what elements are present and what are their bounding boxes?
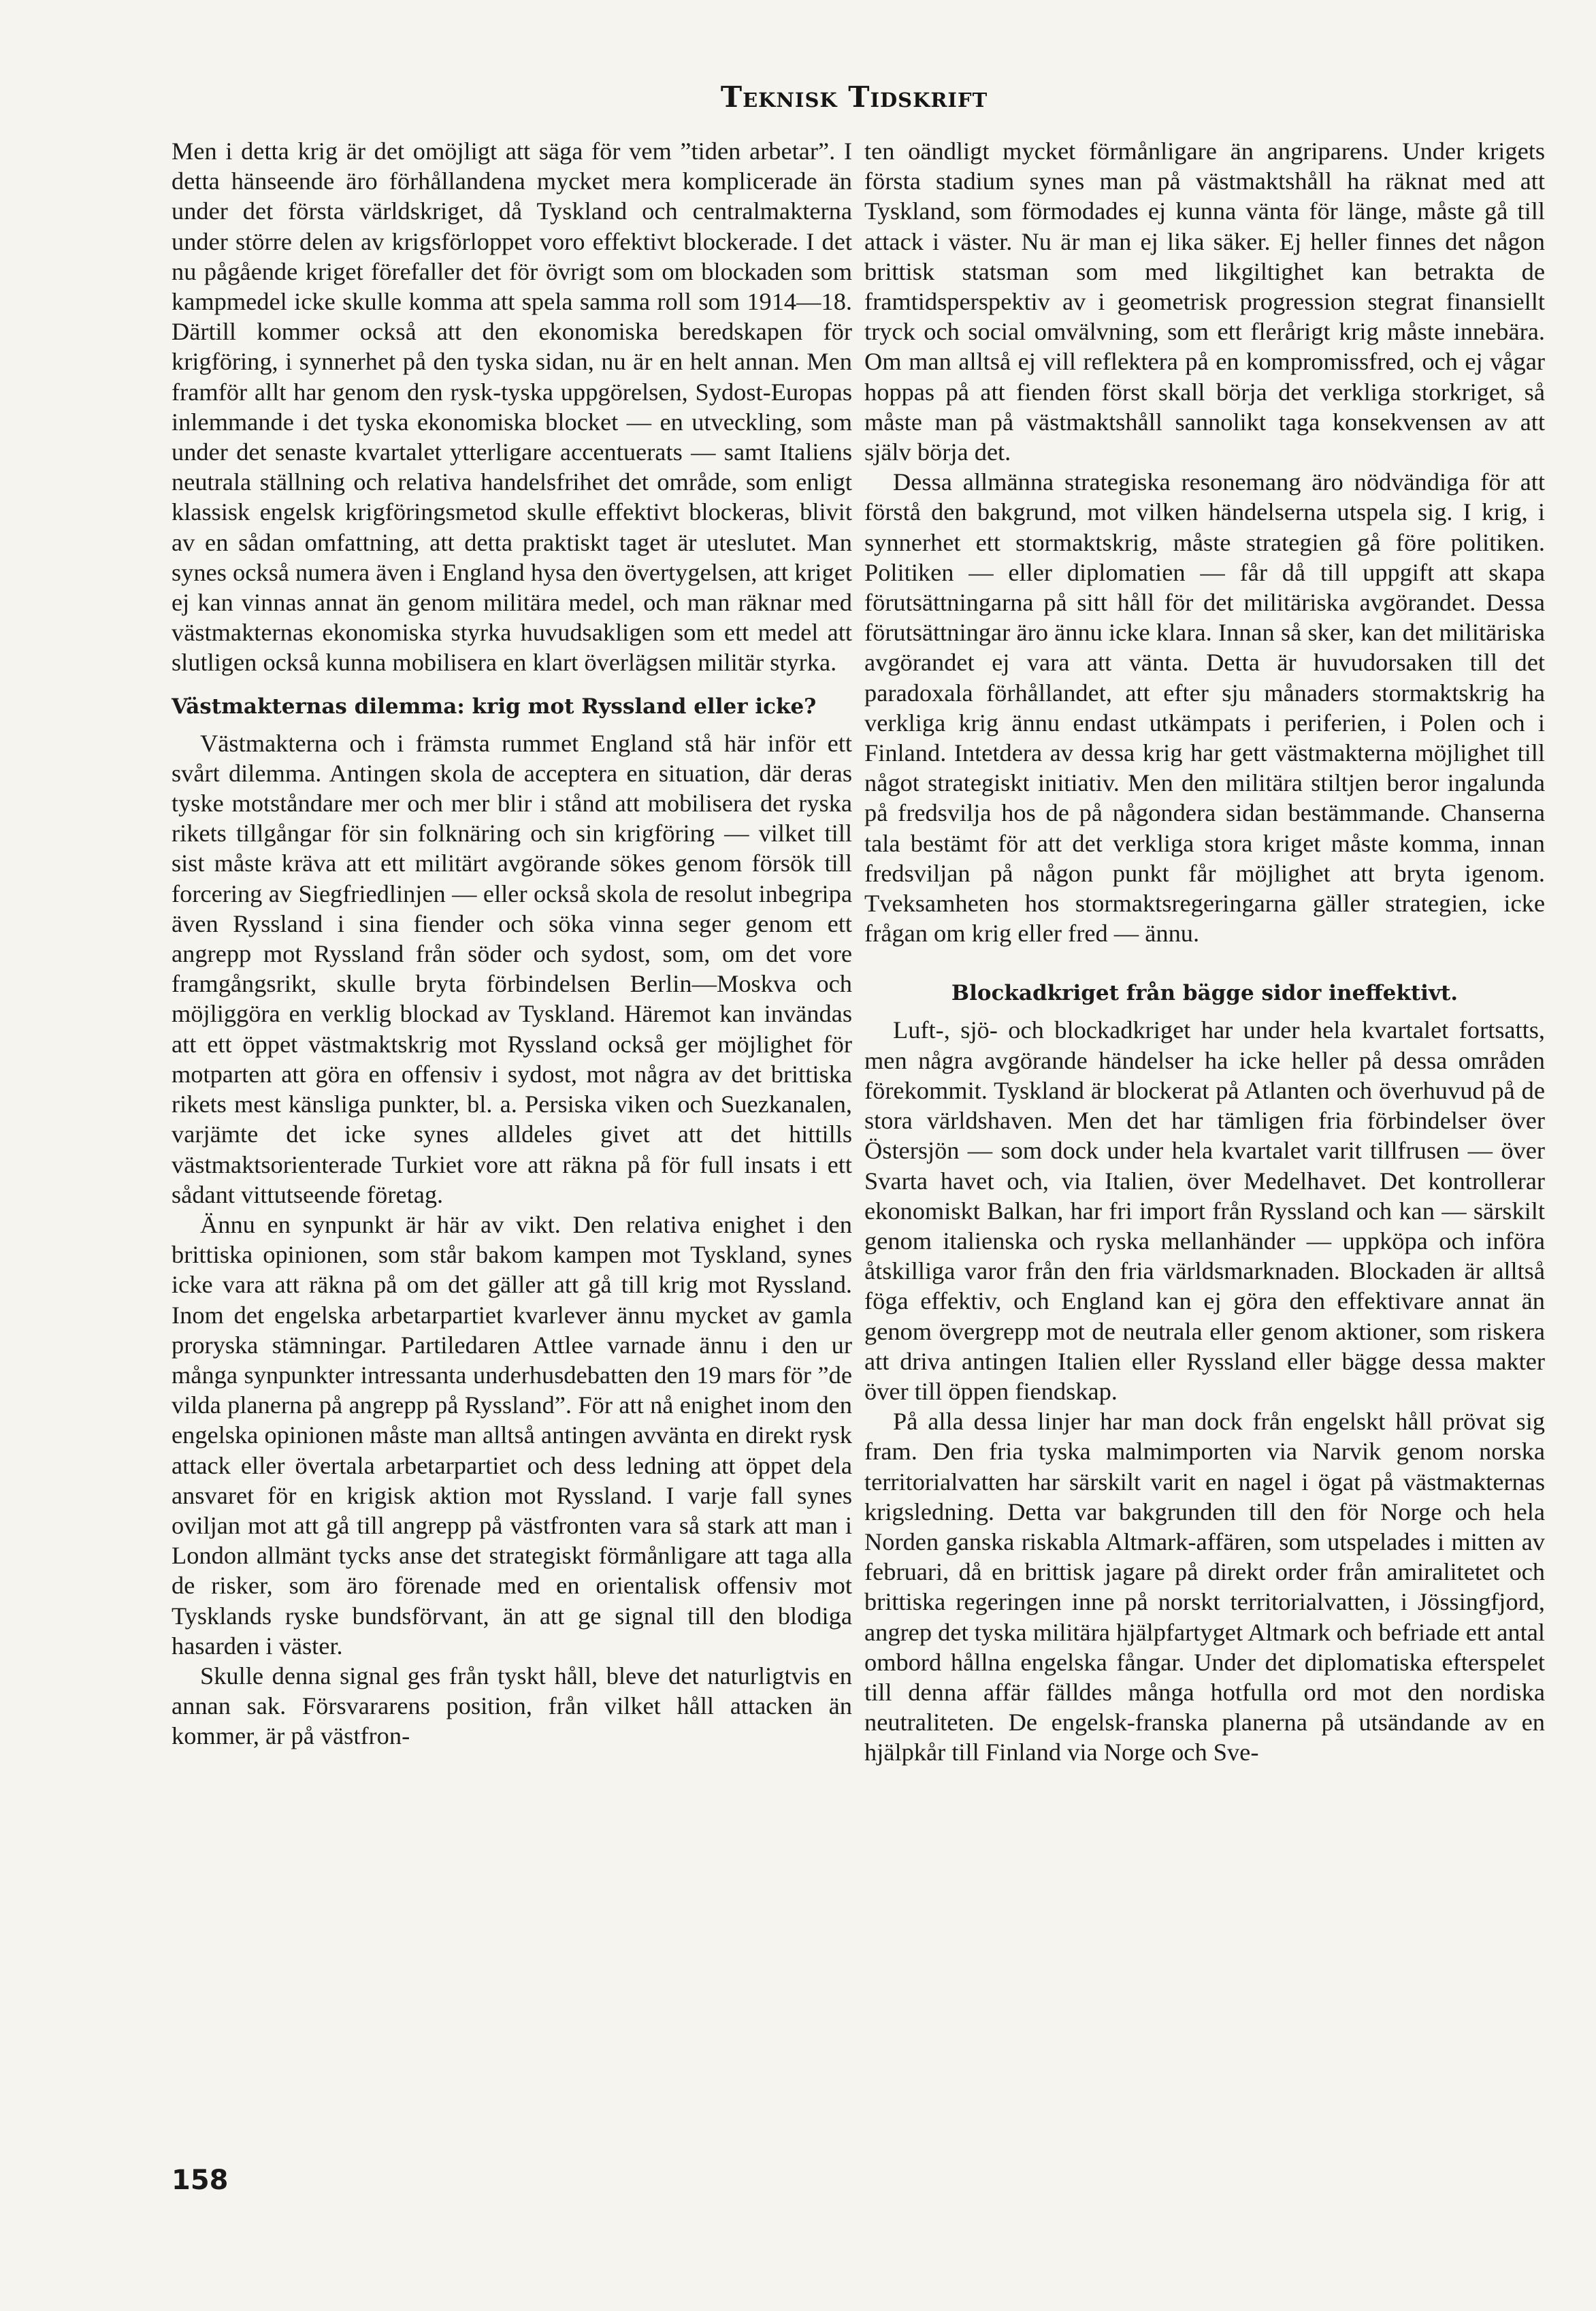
section-heading: Blockadkriget från bägge sidor ineffektivt. bbox=[951, 981, 1459, 1006]
page-number: 158 bbox=[172, 2165, 229, 2196]
paragraph: Skulle denna signal ges från tyskt håll, bleve det naturligtvis en annan sak. Försvararens position, från vilket håll attacken än kommer, är på västfron- bbox=[172, 1662, 852, 1750]
paragraph: Men i detta krig är det omöjligt att säga för vem ”tiden arbetar”. I detta hänseende äro förhållandena mycket mera komplicerade än under det första världskriget, då Tyskland och centralmakterna under större delen av krigsförloppet voro effektivt blockerade. I det nu pågående kriget förefaller det för övrigt som om blockaden som kampmedel icke skulle komma att spela samma roll som 1914—18. Därtill kommer också att den ekonomiska beredskapen för krigföring, i synnerhet på den tyska sidan, nu är en helt annan. Men framför allt har genom den rysk-tyska uppgörelsen, Sydost-Europas inlemmande i det tyska ekonomiska blocket — en utveckling, som under det senaste kvartalet ytterligare accentuerats — samt Italiens neutrala ställning och relativa handelsfrihet det område, som enligt klassisk engelsk krigföringsmetod skulle effektivt blockeras, blivit av en sådan omfattning, att detta praktiskt taget är uteslutet. Man synes också numera även i England hysa den övertygelsen, att kriget ej kan vinnas annat än genom militära medel, och man räknar med västmakternas ekonomiska styrka huvudsakligen som ett medel att slutligen också kunna mobilisera en klart överlägsen militär styrka. bbox=[172, 138, 852, 677]
section-heading: Västmakternas dilemma: krig mot Ryssland eller icke? bbox=[172, 694, 817, 719]
left-column bbox=[172, 136, 852, 1751]
paragraph: Dessa allmänna strategiska resonemang äro nödvändiga för att förstå den bakgrund, mot vilken händelserna utspela sig. I krig, i synnerhet ett stormaktskrig, måste strategien gå före politiken. Politiken — eller diplomatien — får då till uppgift att skapa förutsättningarna på sitt håll för det militäriska avgörandet. Dessa förutsättningar äro ännu icke klara. Innan så sker, kan det militäriska avgörandet ej vara att vänta. Detta är huvudorsaken till det paradoxala förhållandet, att efter sju månaders stormaktskrig ha verkliga krig ännu endast utkämpats i periferien, i Polen och i Finland. Intetdera av dessa krig har gett västmakterna möjlighet till något strategiskt initiativ. Men den militära stiltjen beror ingalunda på fredsvilja hos de på någondera sidan bestämmande. Chanserna tala bestämt för att det verkliga stora kriget måste komma, innan fredsviljan på någon punkt får möjlighet att bryta igenom. Tveksamheten hos stormaktsregeringarna gäller strategien, icke frågan om krig eller fred — ännu. bbox=[864, 468, 1545, 948]
paragraph: På alla dessa linjer har man dock från engelskt håll prövat sig fram. Den fria tyska malmimporten via Narvik genom norska territorialvatten har särskilt varit en nagel i ögat på västmakternas krigsledning. Detta var bakgrunden till den för Norge och hela Norden ganska riskabla Altmark-affären, som utspelades i mitten av februari, då en brittisk jagare på direkt order från amiralitetet och brittiska regeringen inne på norskt territorialvatten, i Jössingfjord, angrep det tyska militära hjälpfartyget Altmark och befriade ett antal ombord hållna engelska fångar. Under det diplomatiska efterspelet till denna affär fälldes många hotfulla ord mot den nordiska neutraliteten. De engelsk-franska planerna på utsändande av en hjälpkår till Finland via Norge och Sve- bbox=[864, 1408, 1545, 1766]
paragraph: ten oändligt mycket förmånligare än angriparens. Under krigets första stadium synes man på västmaktshåll ha räknat med att Tyskland, som förmodades ej kunna vänta för länge, måste gå till attack i väster. Nu är man ej lika säker. Ej heller finnes det någon brittisk statsman som med likgiltighet kan betrakta de framtidsperspektiv av i geometrisk progression stegrat finansiellt tryck och social omvälvning, som ett flerårigt krig måste innebära. Om man alltså ej vill reflektera på en kompromissfred, och ej vågar hoppas på att fienden först skall börja det verkliga storkriget, så måste man på västmaktshåll sannolikt taga konsekvensen av att själv börja det. bbox=[864, 138, 1545, 466]
paragraph: Ännu en synpunkt är här av vikt. Den relativa enighet i den brittiska opinionen, som står bakom kampen mot Tyskland, synes icke vara att räkna på om det gäller att gå till krig mot Ryssland. Inom det engelska arbetarpartiet kvarlever ännu mycket av gamla proryska stämningar. Partiledaren Attlee varnade ännu i den ur många synpunkter intressanta underhusdebatten den 19 mars för ”de vilda planerna på angrepp på Ryssland”. För att nå enighet inom den engelska opinionen måste man alltså antingen avvänta en direkt rysk attack eller övertala arbetarpartiet och dess ledning att öppet dela ansvaret för en krigisk aktion mot Ryssland. I varje fall synes oviljan mot att gå till angrepp på västfronten vara så stark att man i London allmänt tycks anse det strategiskt förmånligare att taga alla de risker, som äro förenade med en orientalisk offensiv mot Tysklands ryske bundsförvant, än att ge signal till den blodiga hasarden i väster. bbox=[172, 1210, 852, 1660]
paragraph: Västmakterna och i främsta rummet England stå här inför ett svårt dilemma. Antingen skola de acceptera en situation, där deras tyske motståndare mer och mer blir i stånd att mobilisera det ryska rikets tillgångar för sin folknäring och sin krigföring — vilket till sist måste kräva att ett militärt avgörande sökes genom försök till forcering av Siegfriedlinjen — eller också skola de resolut inbegripa även Ryssland i sina fiender och söka vinna seger genom ett angrepp mot Ryssland från söder och sydost, som, om det vore framgångsrikt, skulle bryta förbindelsen Berlin—Moskva och möjliggöra en verklig blockad av Tyskland. Häremot kan invändas att ett öppet västmaktskrig mot Ryssland också ger möjlighet för motparten att göra en offensiv i sydost, mot några av det brittiska rikets mest känsliga punkter, bl. a. Persiska viken och Suezkanalen, varjämte det icke synes alldeles givet att det hittills västmaktsorienterade Turkiet vore att räkna på för full insats i ett sådant vittutseende företag. bbox=[172, 729, 852, 1208]
right-column bbox=[864, 136, 1545, 1768]
journal-title: Teknisk Tidskrift bbox=[720, 80, 988, 114]
paragraph: Luft-, sjö- och blockadkriget har under hela kvartalet fortsatts, men några avgörande händelser ha icke heller på dessa områden förekommit. Tyskland är blockerat på Atlanten och överhuvud på de stora världshaven. Men det har tämligen fria förbindelser över Östersjön — som dock under hela kvartalet varit tillfrusen — över Svarta havet och, via Italien, över Medelhavet. Det kontrollerar ekonomiskt Balkan, har fri import från Ryssland och kan — särskilt genom italienska och ryska mellanhänder — uppköpa och införa åtskilliga varor från den fria världsmarknaden. Blockaden är alltså föga effektiv, och England kan ej göra den effektivare annat än genom övergrepp mot de neutrala eller genom aktioner, som riskera att driva antingen Italien eller Ryssland eller bägge dessa makter över till öppen fiendskap. bbox=[864, 1016, 1545, 1405]
